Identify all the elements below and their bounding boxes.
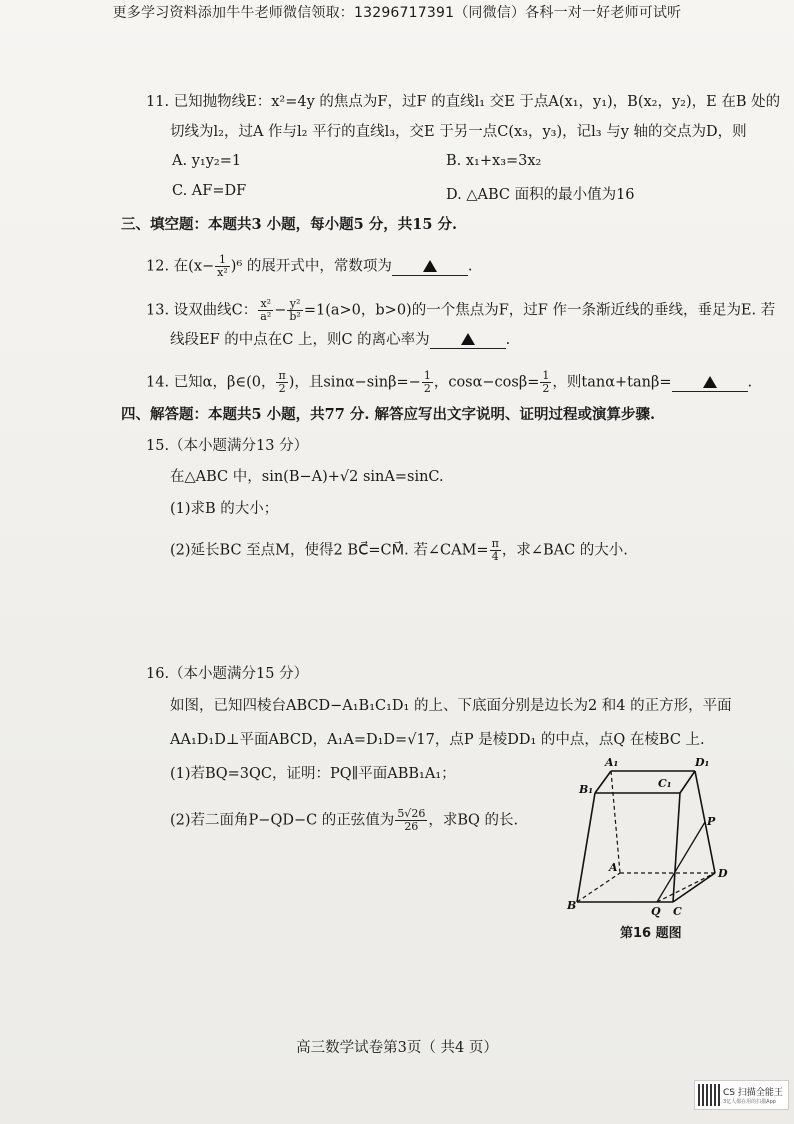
label-a: A (609, 861, 618, 874)
q12-end: . (467, 258, 473, 275)
q14-f1-num: π (278, 369, 286, 382)
q16-fraction (395, 808, 427, 833)
scanner-subtitle: 3亿人都在用的扫描App (723, 1099, 776, 1105)
label-d: D (718, 867, 728, 880)
edge-c1-c (673, 793, 680, 902)
q14-f2-num: 1 (423, 369, 431, 382)
q13-line1 (146, 298, 775, 323)
section-4-heading: 四、解答题：本题共5 小题，共77 分. 解答应写出文字说明、证明过程或演算步骤. (121, 406, 656, 423)
q16-stem-line2: AA₁D₁D⊥平面ABCD，A₁A=D₁D=√17，点P 是棱DD₁ 的中点，点Q 在棱BC 上. (170, 732, 705, 748)
label-d1: D₁ (695, 756, 710, 769)
q14-mid3: ，则tanα+tanβ= (552, 374, 672, 391)
label-p: P (707, 815, 716, 828)
q12-frac-den: x² (217, 266, 228, 279)
q13-f1-den: a² (260, 310, 272, 323)
q11-option-b: B. x₁+x₃=3x₂ (446, 153, 542, 169)
figure-caption: 第16 题图 (620, 926, 682, 941)
q15-part2-suffix: ，求∠BAC 的大小. (501, 542, 628, 559)
qr-code-icon (698, 1084, 720, 1106)
q11-option-a: A. y₁y₂=1 (172, 153, 242, 169)
q11-option-c: C. AF=DF (172, 183, 247, 199)
q11-line2: 切线为l₂，过A 作与l₂ 平行的直线l₃，交E 于另一点C(x₃，y₃)，记l₃ 与y 轴的交点为D，则 (170, 124, 747, 140)
q15-part1: (1)求B 的大小； (170, 501, 279, 517)
q12-answer-blank[interactable] (392, 259, 468, 276)
triangle-marker-icon (423, 260, 437, 272)
q14-answer-blank[interactable] (672, 375, 748, 392)
q16-frac-num: 5√26 (397, 807, 426, 820)
label-q: Q (651, 905, 661, 918)
q14-mid2: ，cosα−cosβ= (433, 374, 540, 391)
q14-f3-den: 2 (542, 382, 550, 395)
q12 (146, 254, 472, 279)
section-3-heading: 三、填空题：本题共3 小题，每小题5 分，共15 分. (121, 216, 458, 233)
q11-line1: 11. 已知抛物线E：x²=4y 的焦点为F，过F 的直线l₁ 交E 于点A(x₁，y₁)，B(x₂，y₂)，E 在B 处的 (146, 94, 781, 110)
q14-fraction-2 (422, 370, 433, 395)
q14-end: . (747, 374, 753, 391)
frustum-figure (565, 755, 740, 945)
q12-suffix: )⁶ 的展开式中，常数项为 (230, 258, 392, 275)
q14-f3-num: 1 (542, 369, 550, 382)
triangle-marker-icon (461, 333, 475, 345)
q14-prefix: 14. 已知α，β∈(0， (146, 374, 276, 391)
q16-part2-prefix: (2)若二面角P−QD−C 的正弦值为 (170, 812, 395, 829)
q13-minus: − (274, 302, 287, 319)
q12-fraction (215, 254, 230, 279)
edge-c-d (673, 873, 715, 902)
q15-frac-den: 4 (491, 550, 499, 563)
q14 (146, 370, 752, 395)
q16-part2-suffix: ，求BQ 的长. (428, 812, 519, 829)
q15-fraction (490, 538, 501, 563)
edge-a1-b1 (595, 771, 611, 793)
q13-text: =1(a>0，b>0)的一个焦点为F，过F 作一条渐近线的垂线，垂足为E. 若 (303, 302, 776, 319)
q16-stem-line1: 如图，已知四棱台ABCD−A₁B₁C₁D₁ 的上、下底面分别是边长为2 和4 的正方形，平面 (170, 698, 732, 714)
q13-line2 (170, 330, 510, 350)
watermark-header: 更多学习资料添加牛牛老师微信领取：13296717391（同微信）各科一对一好老师可试听 (112, 5, 682, 21)
scanner-logo: CS 扫描全能王 (723, 1088, 783, 1098)
q15-part2 (170, 538, 628, 563)
triangle-marker-icon (703, 376, 717, 388)
q14-f1-den: 2 (278, 382, 286, 395)
label-b1: B₁ (579, 783, 594, 796)
edge-b1-b (577, 793, 595, 902)
q14-f2-den: 2 (423, 382, 431, 395)
q13-f2-num: y² (287, 298, 302, 311)
label-b: B (567, 899, 577, 912)
label-c: C (673, 905, 682, 918)
q13-answer-blank[interactable] (430, 332, 506, 349)
q15-frac-num: π (491, 537, 499, 550)
q13-fraction-2 (287, 298, 302, 323)
scanner-badge (694, 1080, 789, 1110)
segment-q-p (657, 822, 705, 902)
q13-f2-den: b² (289, 310, 301, 323)
q13-line2-text: 线段EF 的中点在C 上，则C 的离心率为 (170, 332, 430, 348)
q16-heading: 16.（本小题满分15 分） (146, 666, 309, 682)
edge-c1-d1 (680, 771, 695, 793)
edge-b-a-hidden (577, 873, 620, 902)
label-c1: C₁ (658, 777, 672, 790)
q11-option-d: D. △ABC 面积的最小值为16 (446, 187, 635, 203)
q13-f1-num: x² (258, 298, 273, 311)
q13-end: . (505, 332, 511, 348)
q12-frac-num: 1 (215, 254, 230, 267)
page-footer: 高三数学试卷第3页（ 共4 页） (296, 1040, 498, 1056)
edge-a1-a-hidden (611, 771, 620, 873)
q15-stem: 在△ABC 中，sin(B−A)+√2 sinA=sinC. (170, 469, 444, 485)
q13-fraction-1 (258, 298, 273, 323)
q15-heading: 15.（本小题满分13 分） (146, 438, 309, 454)
q14-fraction-3 (540, 370, 551, 395)
q14-fraction-1 (276, 370, 287, 395)
label-a1: A₁ (605, 756, 619, 769)
q13-prefix: 13. 设双曲线C： (146, 302, 258, 319)
q14-mid1: )，且sinα−sinβ=− (288, 374, 421, 391)
q16-frac-den: 26 (404, 820, 419, 833)
q16-part2 (170, 808, 518, 833)
q12-prefix: 12. 在(x− (146, 258, 215, 275)
q15-part2-prefix: (2)延长BC 至点M，使得2 BC⃗=CM⃗. 若∠CAM= (170, 542, 489, 559)
q16-part1: (1)若BQ=3QC，证明：PQ∥平面ABB₁A₁； (170, 766, 456, 782)
